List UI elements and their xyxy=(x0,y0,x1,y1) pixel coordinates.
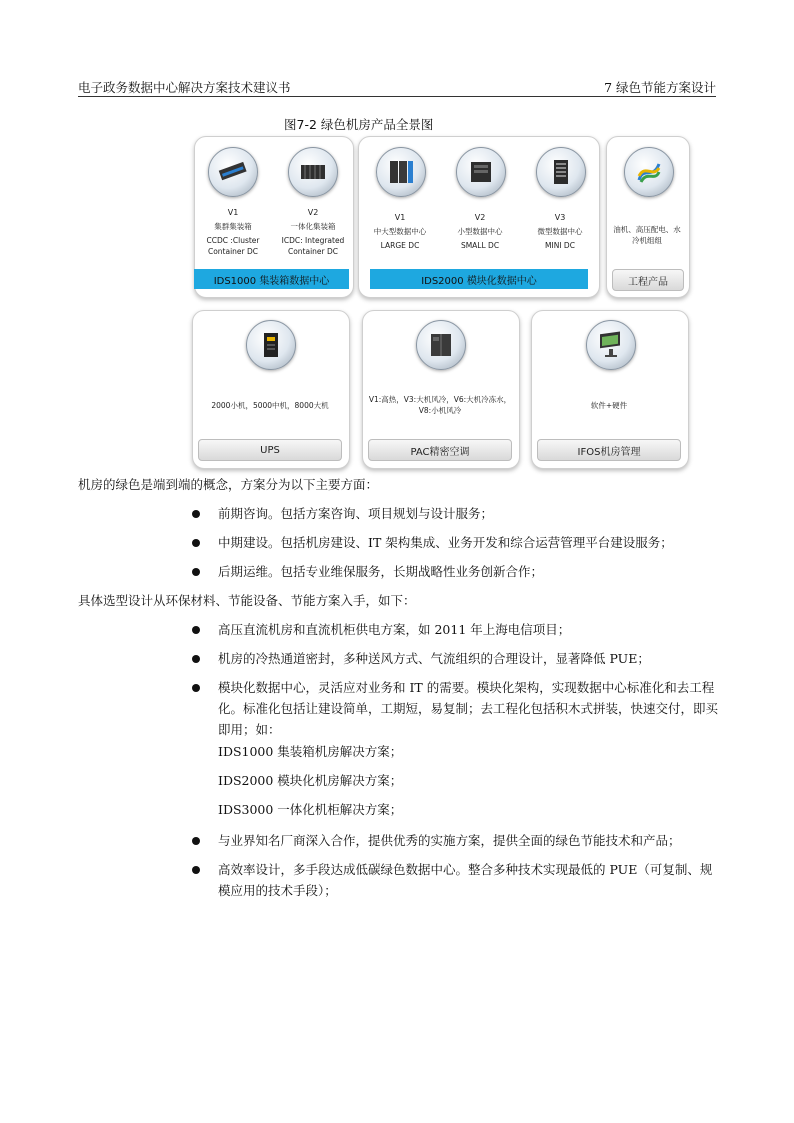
bullet-icon xyxy=(192,684,200,692)
aspect-item: 前期咨询。包括方案咨询、项目规划与设计服务； xyxy=(218,506,494,521)
selection-paragraph: 具体选型设计从环保材料、节能设备、节能方案入手，如下： xyxy=(78,593,416,608)
ifos-desc: 软件+硬件 xyxy=(590,401,628,410)
point-item: 高压直流机房和直流机柜供电方案，如 2011 年上海电信项目； xyxy=(218,622,571,637)
ids2000-item-1: V1 中大型数据中心 LARGE DC xyxy=(373,213,427,250)
ids2000-bar: IDS2000 模块化数据中心 xyxy=(370,269,588,289)
ids1000-bar: IDS1000 集装箱数据中心 xyxy=(194,269,349,289)
ids1000-item-1: V1 集群集装箱 CCDC :Cluster Container DC xyxy=(206,208,260,256)
bullet-icon xyxy=(192,626,200,634)
ifos-bar: IFOS机房管理 xyxy=(537,439,681,461)
bullet-icon xyxy=(192,837,200,845)
header-chapter: 7 绿色节能方案设计 xyxy=(604,80,716,95)
header-doc-title: 电子政务数据中心解决方案技术建议书 xyxy=(78,80,291,95)
engineering-desc: 油机、高压配电、水冷机组组 xyxy=(613,225,681,245)
sub-item: IDS3000 一体化机柜解决方案； xyxy=(218,802,403,817)
figure-caption: 图7-2 绿色机房产品全景图 xyxy=(284,117,434,132)
point-item: 机房的冷热通道密封，多种送风方式、气流组织的合理设计，显著降低 PUE； xyxy=(218,651,650,666)
ups-desc: 2000小机，5000中机，8000大机 xyxy=(211,401,329,410)
ids1000-item-2: V2 一体化集装箱 ICDC: Integrated Container DC xyxy=(281,208,345,256)
sub-item: IDS2000 模块化机房解决方案； xyxy=(218,773,403,788)
bullet-icon xyxy=(192,866,200,874)
page-header xyxy=(78,78,716,97)
ups-icon xyxy=(246,320,296,370)
pac-bar: PAC精密空调 xyxy=(368,439,512,461)
container-dc-icon xyxy=(208,147,258,197)
point-item: 与业界知名厂商深入合作，提供优秀的实施方案，提供全面的绿色节能技术和产品； xyxy=(218,833,681,848)
aspect-item: 中期建设。包括机房建设、IT 架构集成、业务开发和综合运营管理平台建设服务； xyxy=(218,535,673,550)
point-item: 模块化数据中心，灵活应对业务和 IT 的需要。模块化架构，实现数据中心标准化和去工程化。标准化包括让建设简单，工期短，易复制；去工程化包括积木式拼装，快速交付，即买即用；如： xyxy=(218,680,719,737)
ids2000-item-3: V3 微型数据中心 MINI DC xyxy=(537,213,583,250)
sub-item: IDS1000 集装箱机房解决方案； xyxy=(218,744,403,759)
mini-dc-icon xyxy=(536,147,586,197)
air-conditioner-icon xyxy=(416,320,466,370)
bullet-icon xyxy=(192,510,200,518)
cable-icon xyxy=(624,147,674,197)
integrated-container-icon xyxy=(288,147,338,197)
ids2000-item-2: V2 小型数据中心 SMALL DC xyxy=(457,213,503,250)
large-dc-icon xyxy=(376,147,426,197)
aspect-item: 后期运维。包括专业维保服务，长期战略性业务创新合作； xyxy=(218,564,544,579)
bullet-icon xyxy=(192,539,200,547)
engineering-bar: 工程产品 xyxy=(612,269,684,291)
pac-desc: V1:高热，V3:大机风冷，V6:大机冷冻水，V8:小机风冷 xyxy=(368,395,512,415)
bullet-icon xyxy=(192,568,200,576)
monitoring-icon xyxy=(586,320,636,370)
intro-paragraph: 机房的绿色是端到端的概念，方案分为以下主要方面： xyxy=(78,477,379,492)
ups-bar: UPS xyxy=(198,439,342,461)
point-item: 高效率设计，多手段达成低碳绿色数据中心。整合多种技术实现最低的 PUE（可复制、规模应用的技术手段）； xyxy=(218,862,713,898)
bullet-icon xyxy=(192,655,200,663)
small-dc-icon xyxy=(456,147,506,197)
